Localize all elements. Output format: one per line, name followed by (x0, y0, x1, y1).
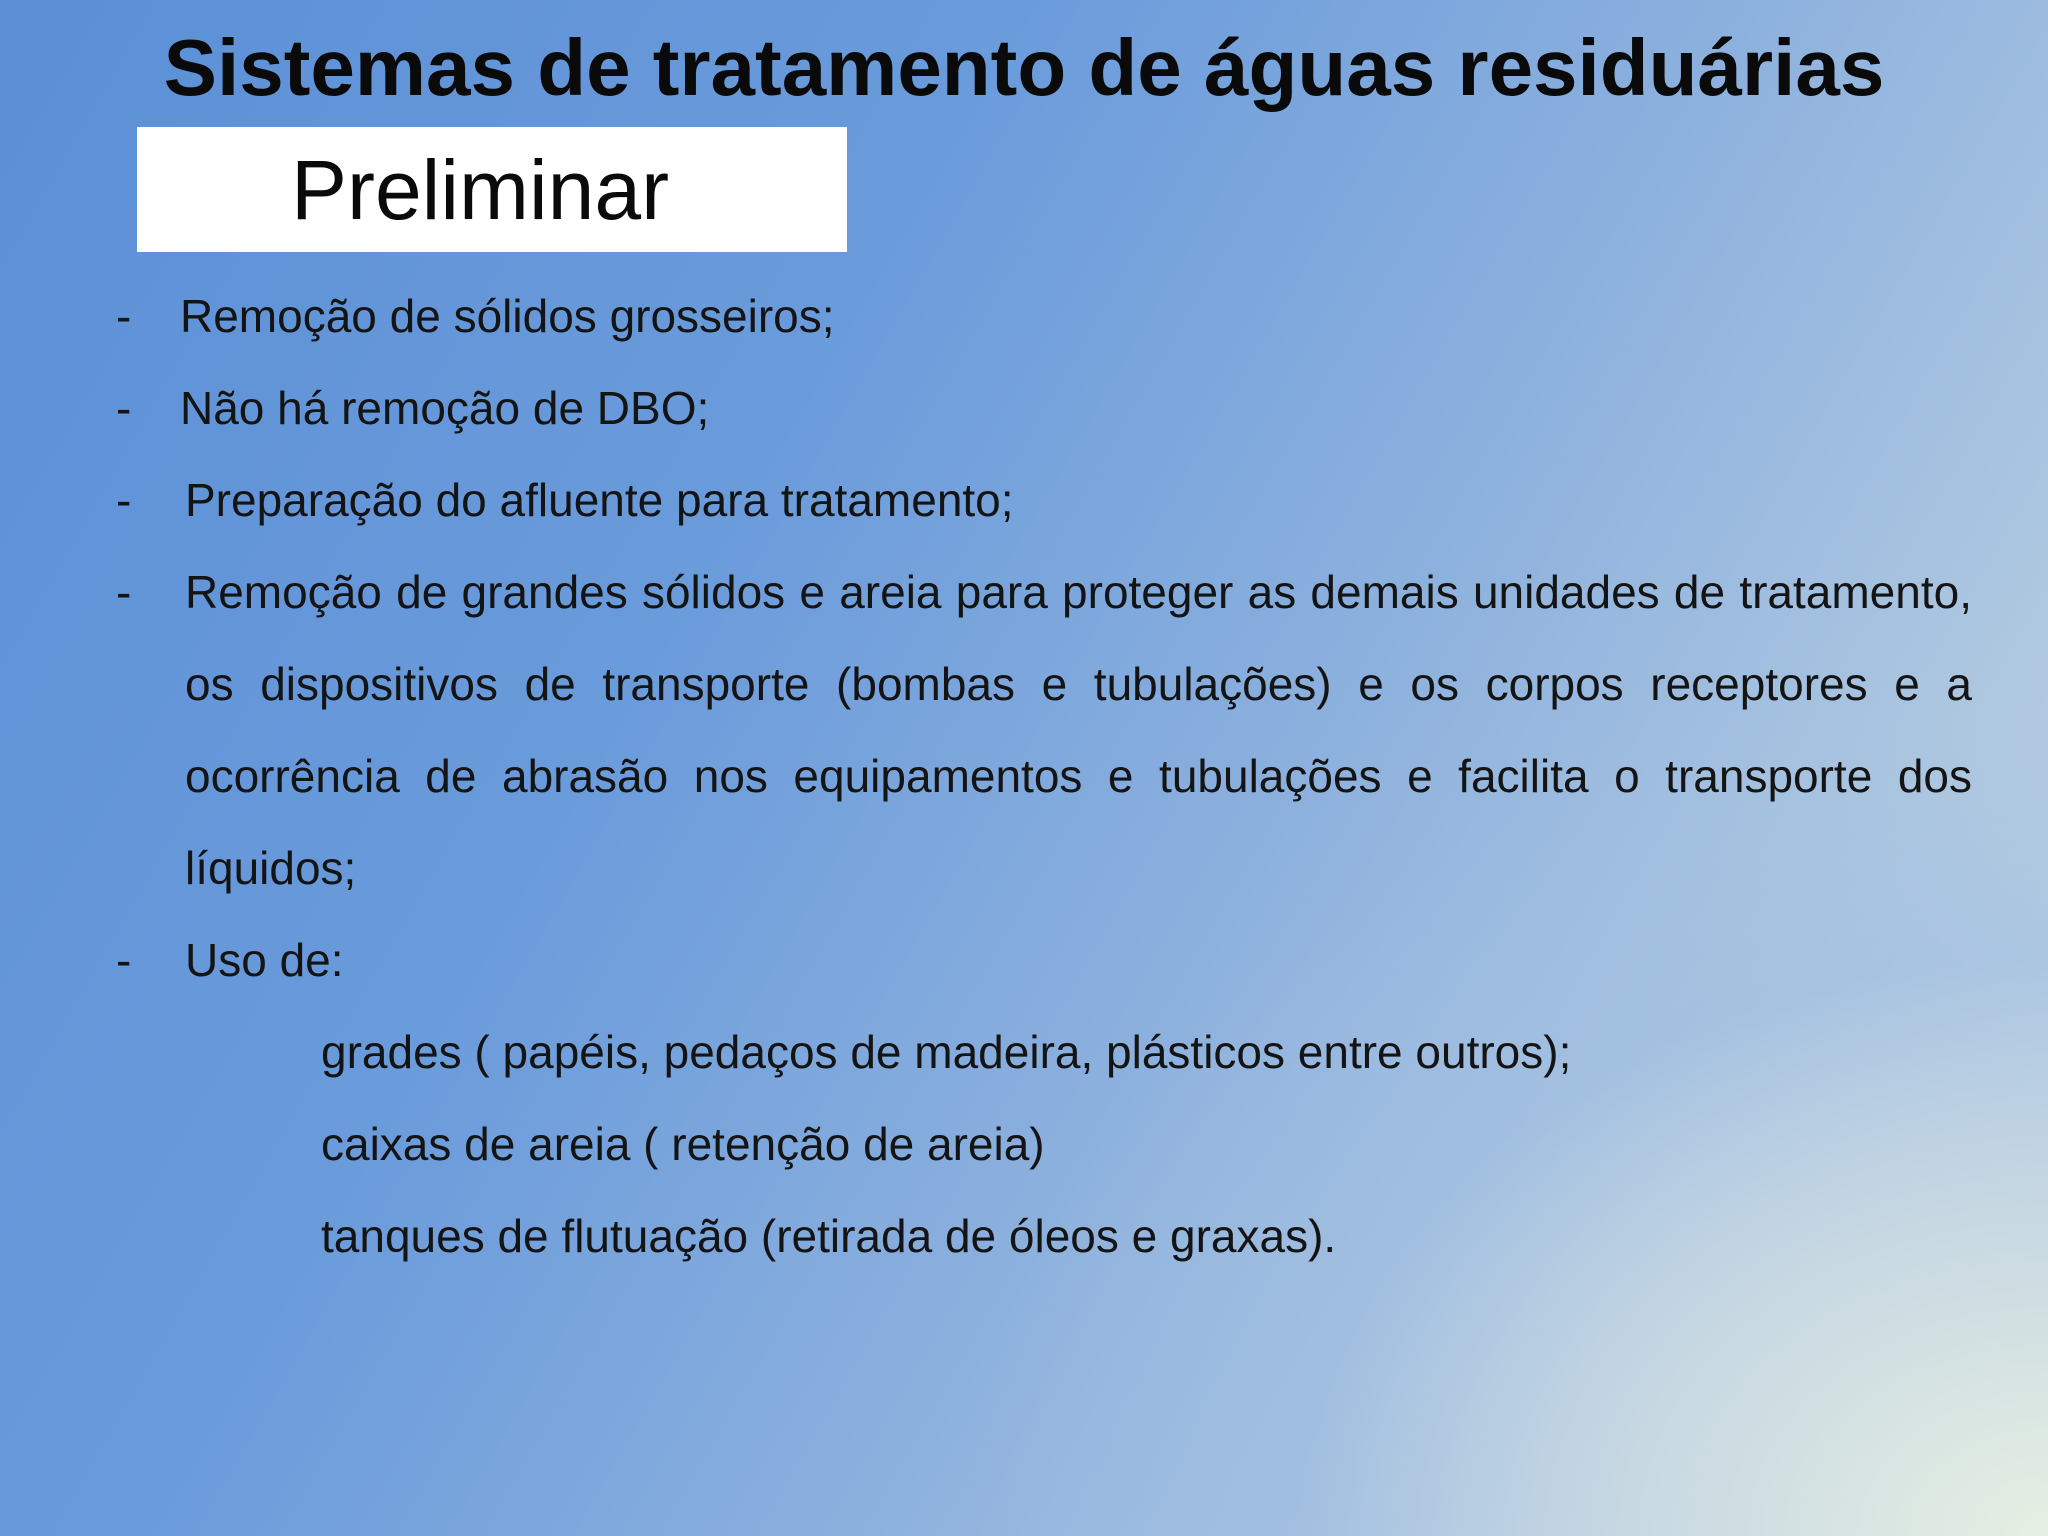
sub-list-item: caixas de areia ( retenção de areia) (321, 1118, 1045, 1170)
bullet-text: Remoção de sólidos grosseiros; (180, 290, 835, 342)
bullet-dash: - (116, 474, 132, 526)
bullet-item (112, 270, 1972, 362)
bullet-text: Preparação do afluente para tratamento; (185, 474, 1014, 526)
bullet-text: Remoção de grandes sólidos e areia para proteger as demais unidades de tratamento, os dispositivos de transporte (bombas e tubulações) e os corpos receptores e a ocorrência de abrasão nos equipamentos e tubulações e facilita o transporte dos líquidos; (185, 566, 1972, 894)
bullet-dash: - (116, 382, 132, 434)
bullet-dash: - (116, 290, 132, 342)
bullet-item (112, 546, 1972, 914)
slide-title: Sistemas de tratamento de águas residuárias (163, 23, 1885, 112)
bullet-item (112, 454, 1972, 546)
bullet-dash: - (116, 566, 132, 618)
subtitle-text: Preliminar (290, 142, 670, 237)
sub-list-item: grades ( papéis, pedaços de madeira, plásticos entre outros); (321, 1026, 1572, 1078)
bullet-dash: - (116, 934, 132, 986)
bullet-item (112, 362, 1972, 454)
sub-list-item: tanques de flutuação (retirada de óleos e graxas). (321, 1210, 1337, 1262)
subtitle-box (137, 127, 847, 252)
bullet-text: Não há remoção de DBO; (180, 382, 710, 434)
bullet-item (112, 914, 1972, 1006)
bullet-text: Uso de: (185, 934, 344, 986)
bullet-list (112, 270, 1972, 1282)
